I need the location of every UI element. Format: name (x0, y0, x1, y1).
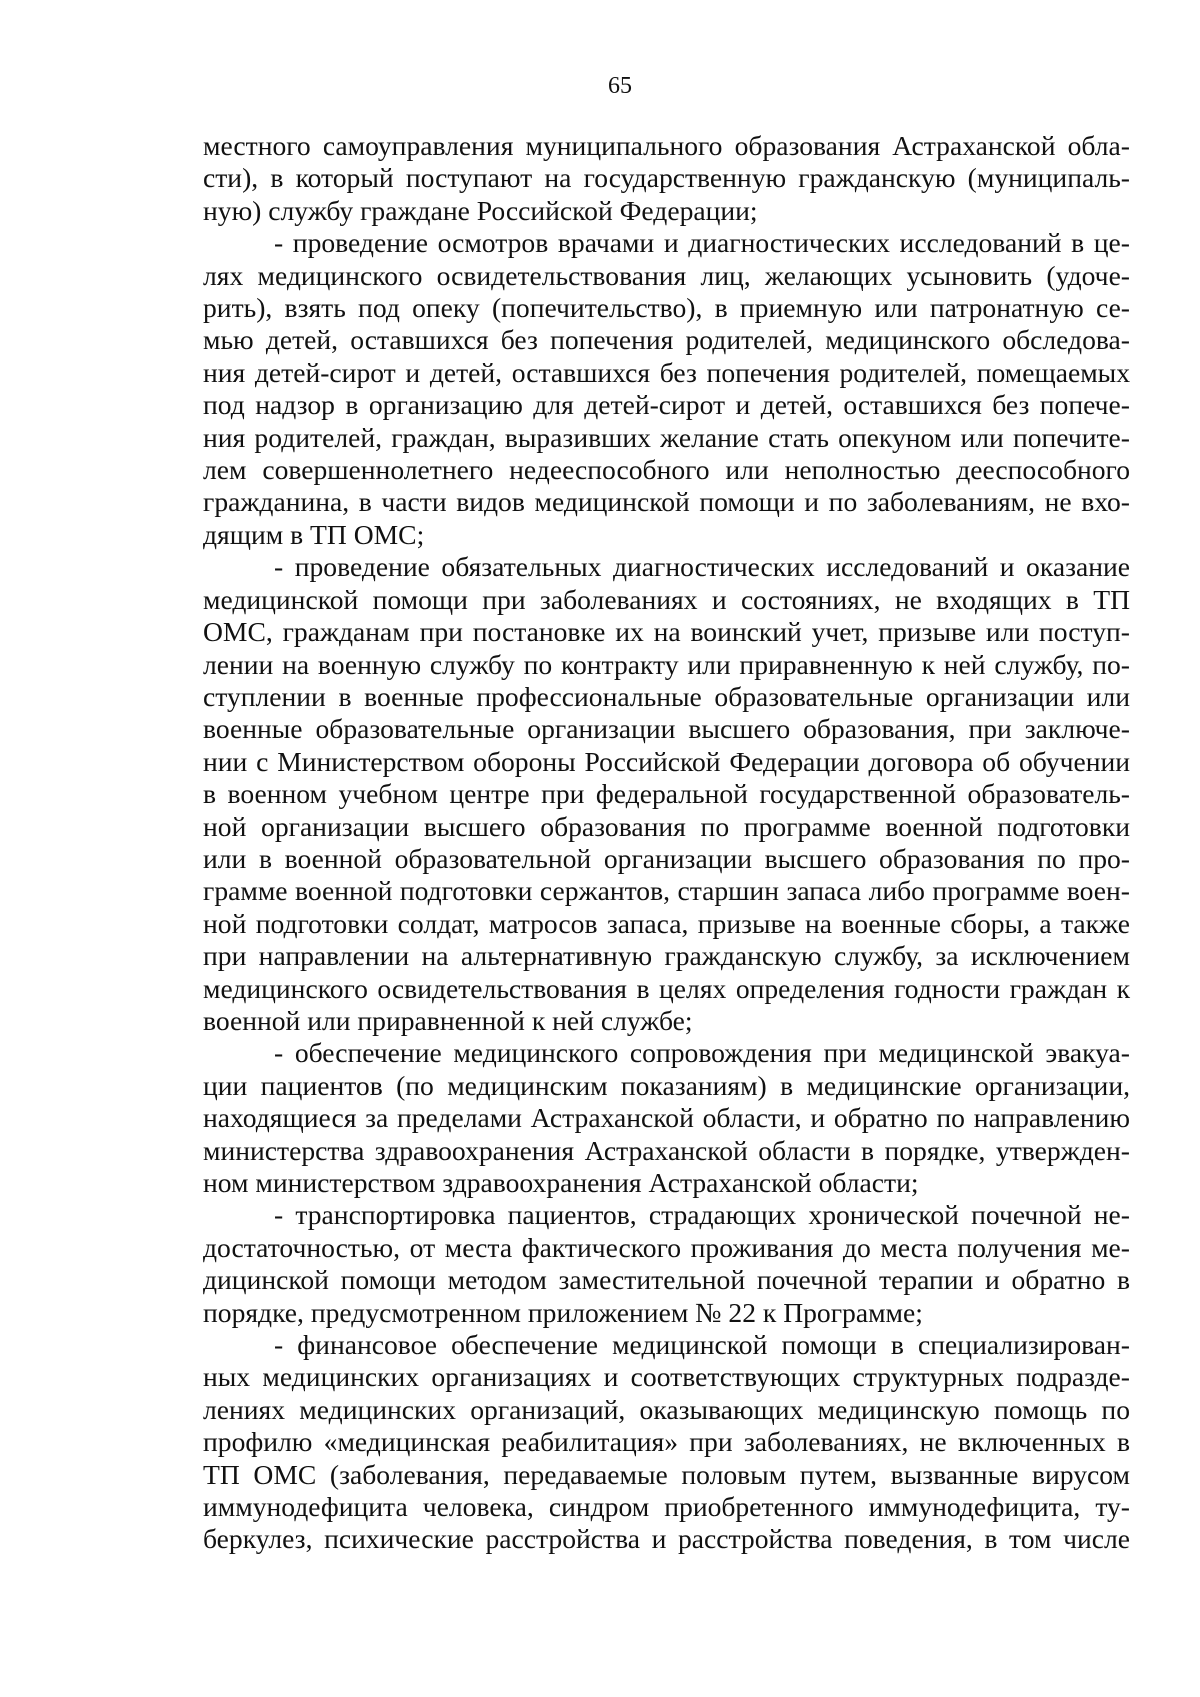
text-line: ной подготовки солдат, матросов запаса, призыве на военные сборы, а также (203, 907, 1130, 939)
text-line: ния детей-сирот и детей, оставшихся без попечения родителей, помещаемых (203, 356, 1130, 388)
text-line: - обеспечение медицинского сопровождения при медицинской эвакуа- (274, 1037, 1130, 1069)
text-line: находящиеся за пределами Астраханской области, и обратно по направлению (203, 1102, 1130, 1134)
text-line: - проведение обязательных диагностических исследований и оказание (274, 551, 1130, 583)
text-line: под надзор в организацию для детей-сирот и детей, оставшихся без попече- (203, 389, 1130, 421)
text-line: ции пациентов (по медицинским показаниям) в медицинские организации, (203, 1069, 1130, 1101)
text-line: ной организации высшего образования по программе военной подготовки (203, 810, 1130, 842)
text-line: ния родителей, граждан, выразивших желание стать опекуном или попечите- (203, 421, 1130, 453)
text-line: беркулез, психические расстройства и расстройства поведения, в том числе (203, 1523, 1130, 1555)
text-line: ТП ОМС (заболевания, передаваемые половым путем, вызванные вирусом (203, 1458, 1130, 1490)
paragraph (203, 1199, 1130, 1329)
text-line: иммунодефицита человека, синдром приобретенного иммунодефицита, ту- (203, 1491, 1130, 1523)
paragraph (203, 1037, 1130, 1199)
text-line: достаточностью, от места фактического проживания до места получения ме- (203, 1231, 1130, 1263)
text-line: мью детей, оставшихся без попечения родителей, медицинского обследова- (203, 324, 1130, 356)
text-line: медицинской помощи при заболеваниях и состояниях, не входящих в ТП (203, 583, 1130, 615)
text-line: местного самоуправления муниципального образования Астраханской обла- (203, 130, 1130, 161)
text-line: военной или приравненной к ней службе; (203, 1004, 693, 1036)
paragraph (203, 1329, 1130, 1556)
text-line: медицинского освидетельствования в целях определения годности граждан к (203, 972, 1130, 1004)
text-line: дящим в ТП ОМС; (203, 518, 425, 550)
text-line: - проведение осмотров врачами и диагностических исследований в це- (274, 227, 1130, 259)
text-line: - финансовое обеспечение медицинской помощи в специализирован- (274, 1329, 1130, 1361)
page-number: 65 (608, 73, 632, 99)
text-line: при направлении на альтернативную гражданскую службу, за исключением (203, 940, 1130, 972)
text-line: нии с Министерством обороны Российской Федерации договора об обучении (203, 745, 1130, 777)
text-line: лях медицинского освидетельствования лиц, желающих усыновить (удоче- (203, 259, 1130, 291)
text-line: или в военной образовательной организации высшего образования по про- (203, 842, 1130, 874)
text-line: лении на военную службу по контракту или приравненную к ней службу, по- (203, 648, 1130, 680)
text-line: ную) службу граждане Российской Федерации; (203, 194, 758, 226)
text-line: ных медицинских организациях и соответствующих структурных подразде- (203, 1361, 1130, 1393)
text-line: лем совершеннолетнего недееспособного или неполностью дееспособного (203, 454, 1130, 486)
text-line: сти), в который поступают на государственную гражданскую (муниципаль- (203, 162, 1130, 194)
text-line: грамме военной подготовки сержантов, старшин запаса либо программе воен- (203, 875, 1130, 907)
paragraph (203, 227, 1130, 551)
text-line: ном министерством здравоохранения Астраханской области; (203, 1167, 919, 1198)
text-line: лениях медицинских организаций, оказывающих медицинскую помощь по (203, 1393, 1130, 1425)
paragraph (203, 130, 1130, 227)
text-line: ОМС, гражданам при постановке их на воинский учет, призыве или поступ- (203, 616, 1130, 648)
paragraph (203, 551, 1130, 1037)
text-line: профилю «медицинская реабилитация» при заболеваниях, не включенных в (203, 1426, 1130, 1458)
text-line: порядке, предусмотренном приложением № 22 к Программе; (203, 1296, 923, 1328)
document-body (203, 130, 1130, 1556)
text-line: - транспортировка пациентов, страдающих хронической почечной не- (274, 1199, 1130, 1231)
text-line: гражданина, в части видов медицинской помощи и по заболеваниям, не вхо- (203, 486, 1130, 518)
text-line: военные образовательные организации высшего образования, при заключе- (203, 713, 1130, 745)
text-line: министерства здравоохранения Астраханской области в порядке, утвержден- (203, 1134, 1130, 1166)
text-line: рить), взять под опеку (попечительство), в приемную или патронатную се- (203, 292, 1130, 324)
text-line: дицинской помощи методом заместительной почечной терапии и обратно в (203, 1264, 1130, 1296)
text-line: ступлении в военные профессиональные образовательные организации или (203, 680, 1130, 712)
text-line: в военном учебном центре при федеральной государственной образователь- (203, 778, 1130, 810)
